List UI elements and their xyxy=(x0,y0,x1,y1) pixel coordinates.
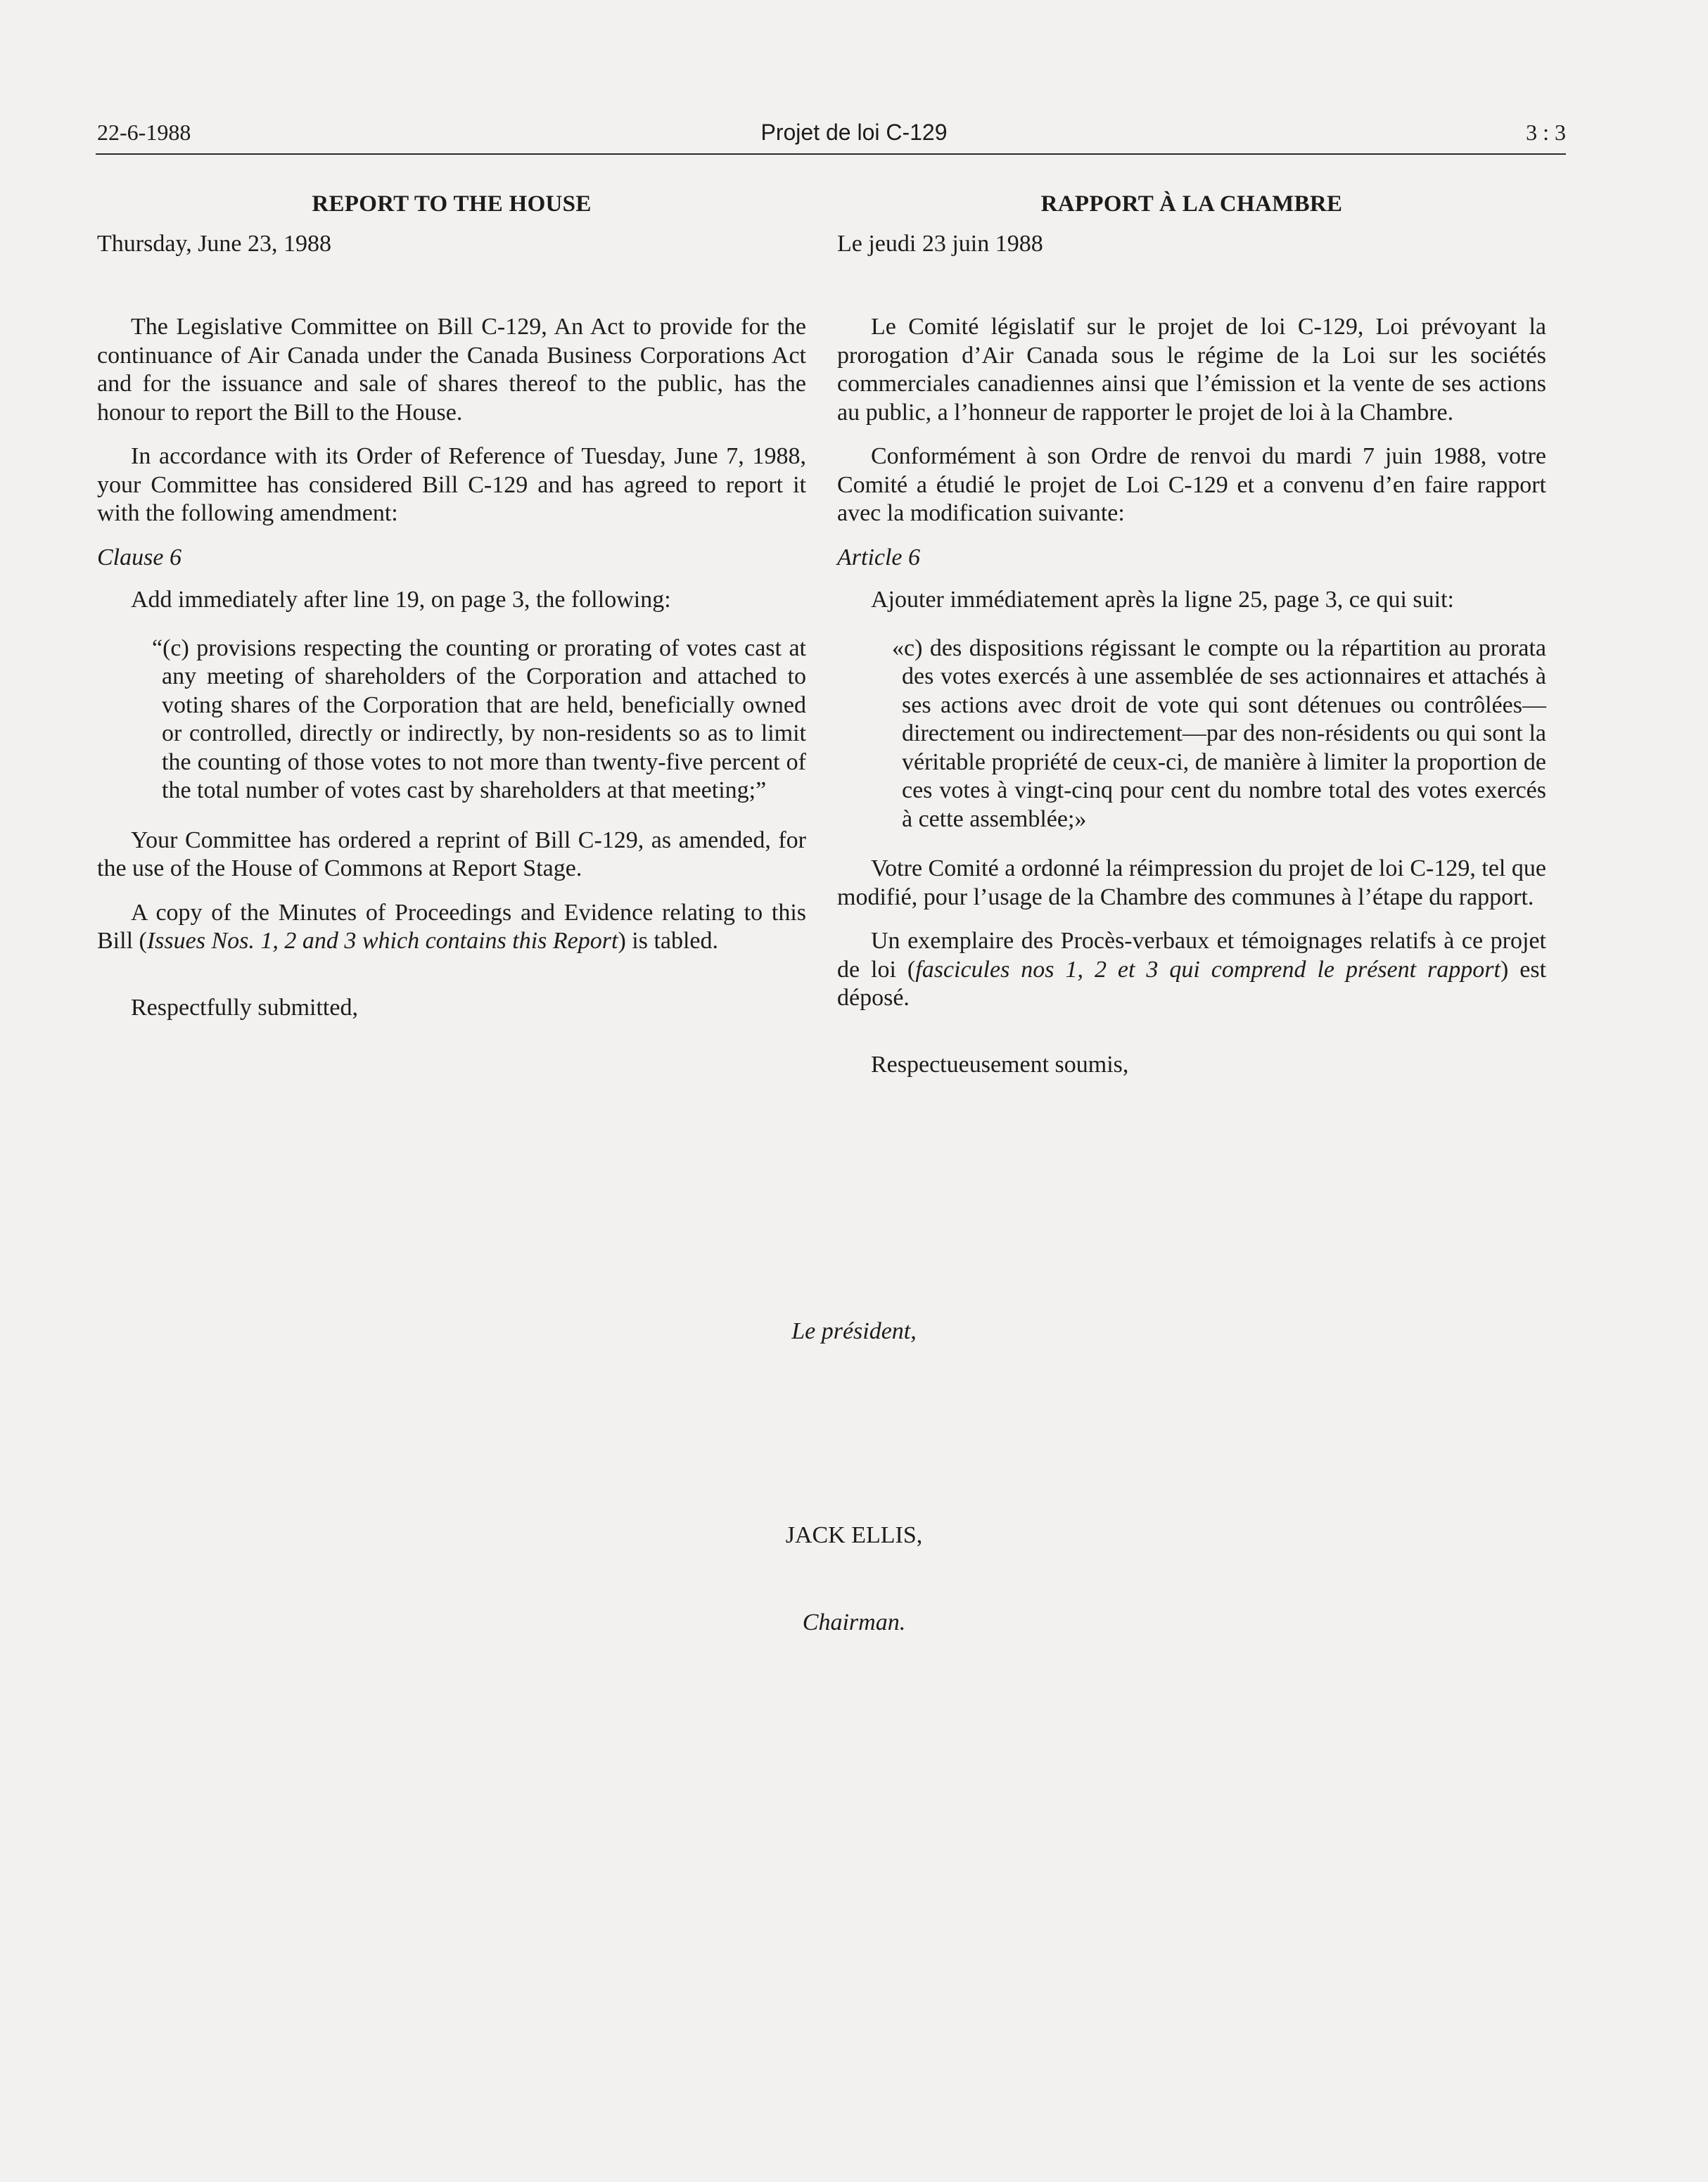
english-paragraph-5 xyxy=(97,899,806,956)
header-rule xyxy=(96,153,1566,155)
english-heading: REPORT TO THE HOUSE xyxy=(312,191,592,217)
header-date: 22-6-1988 xyxy=(97,120,191,145)
header-title: Projet de loi C-129 xyxy=(760,120,948,145)
french-amendment: «c) des dispositions régissant le compte ou la répartition au prorata des votes exercés à une assemblée de ses actionnaires et attachés à ses actions avec droit de vote qui sont détenues ou contrôlées—directement ou indirectement—par des non-résidents ou qui sont la véritable propriété de ceux-ci, de manière à limiter la proportion de ces votes à vingt-cinq pour cent du nombre total des votes exercés à cette assemblée;» xyxy=(892,634,1546,832)
french-paragraph-5-b: ) est déposé. xyxy=(837,956,1547,1011)
bleed-through-right xyxy=(844,1336,1548,1970)
english-paragraph-1: The Legislative Committee on Bill C-129, An Act to provide for the continuance of Air Canada under the Canada Business Corporations Act and for the issuance and sale of shares thereof to the public, has the honour to report the Bill to the House. xyxy=(97,314,806,426)
french-submitted: Respectueusement soumis, xyxy=(871,1051,1129,1078)
english-date: Thursday, June 23, 1988 xyxy=(97,230,332,257)
english-paragraph-2: In accordance with its Order of Reference of Tuesday, June 7, 1988, your Committee has considered Bill C-129 and has agreed to report it with the following amendment: xyxy=(97,443,806,526)
english-paragraph-4: Your Committee has ordered a reprint of Bill C-129, as amended, for the use of the House of Commons at Report Stage. xyxy=(97,827,806,881)
french-paragraph-5-a: Un exemplaire des Procès-verbaux et témoignages relatifs à ce projet de loi ( xyxy=(837,928,1546,983)
english-paragraph-5-b: ) is tabled. xyxy=(618,928,719,954)
header-page-number: 3 : 3 xyxy=(1526,120,1566,145)
french-column xyxy=(837,190,1546,1095)
french-paragraph-3: Ajouter immédiatement après la ligne 25, page 3, ce qui suit: xyxy=(871,587,1454,613)
french-clause: Article 6 xyxy=(837,544,921,570)
french-paragraph-4: Votre Comité a ordonné la réimpression du projet de loi C-129, tel que modifié, pour l’usage de la Chambre des communes à l’étape du rapport. xyxy=(837,855,1546,910)
english-issues-reference: Issues Nos. 1, 2 and 3 which contains this Report xyxy=(146,928,618,954)
french-paragraph-5 xyxy=(837,927,1546,1013)
signature-fr-title: Le président, xyxy=(791,1318,917,1344)
english-column xyxy=(97,190,806,1038)
signature-en-title: Chairman. xyxy=(802,1609,906,1635)
english-submitted: Respectfully submitted, xyxy=(131,994,358,1021)
french-paragraph-2: Conformément à son Ordre de renvoi du mardi 7 juin 1988, votre Comité a étudié le projet de Loi C-129 et a convenu d’en faire rapport avec la modification suivante: xyxy=(837,443,1546,526)
french-heading: RAPPORT À LA CHAMBRE xyxy=(1040,191,1343,217)
english-paragraph-5-a: A copy of the Minutes of Proceedings and Evidence relating to this Bill ( xyxy=(97,899,806,954)
french-issues-reference: fascicules nos 1, 2 et 3 qui comprend le présent rapport xyxy=(915,956,1500,983)
signature-name: JACK ELLIS, xyxy=(785,1522,923,1548)
english-paragraph-3: Add immediately after line 19, on page 3, the following: xyxy=(131,587,671,613)
french-date: Le jeudi 23 juin 1988 xyxy=(837,230,1043,257)
english-clause: Clause 6 xyxy=(97,544,181,570)
french-paragraph-1: Le Comité législatif sur le projet de loi C-129, Loi prévoyant la prorogation d’Air Canada sous le régime de la Loi sur les sociétés commerciales canadiennes ainsi que l’émission et la vente de ses actions au public, a l’honneur de rapporter le projet de loi à la Chambre. xyxy=(837,314,1546,426)
english-amendment: “(c) provisions respecting the counting or prorating of votes cast at any meeting of shareholders of the Corporation and attached to voting shares of the Corporation that are held, beneficially owned or controlled, directly or indirectly, by non-residents so as to limit the counting of those votes to not more than twenty-five percent of the total number of votes cast by shareholders at that meeting;” xyxy=(152,634,806,803)
